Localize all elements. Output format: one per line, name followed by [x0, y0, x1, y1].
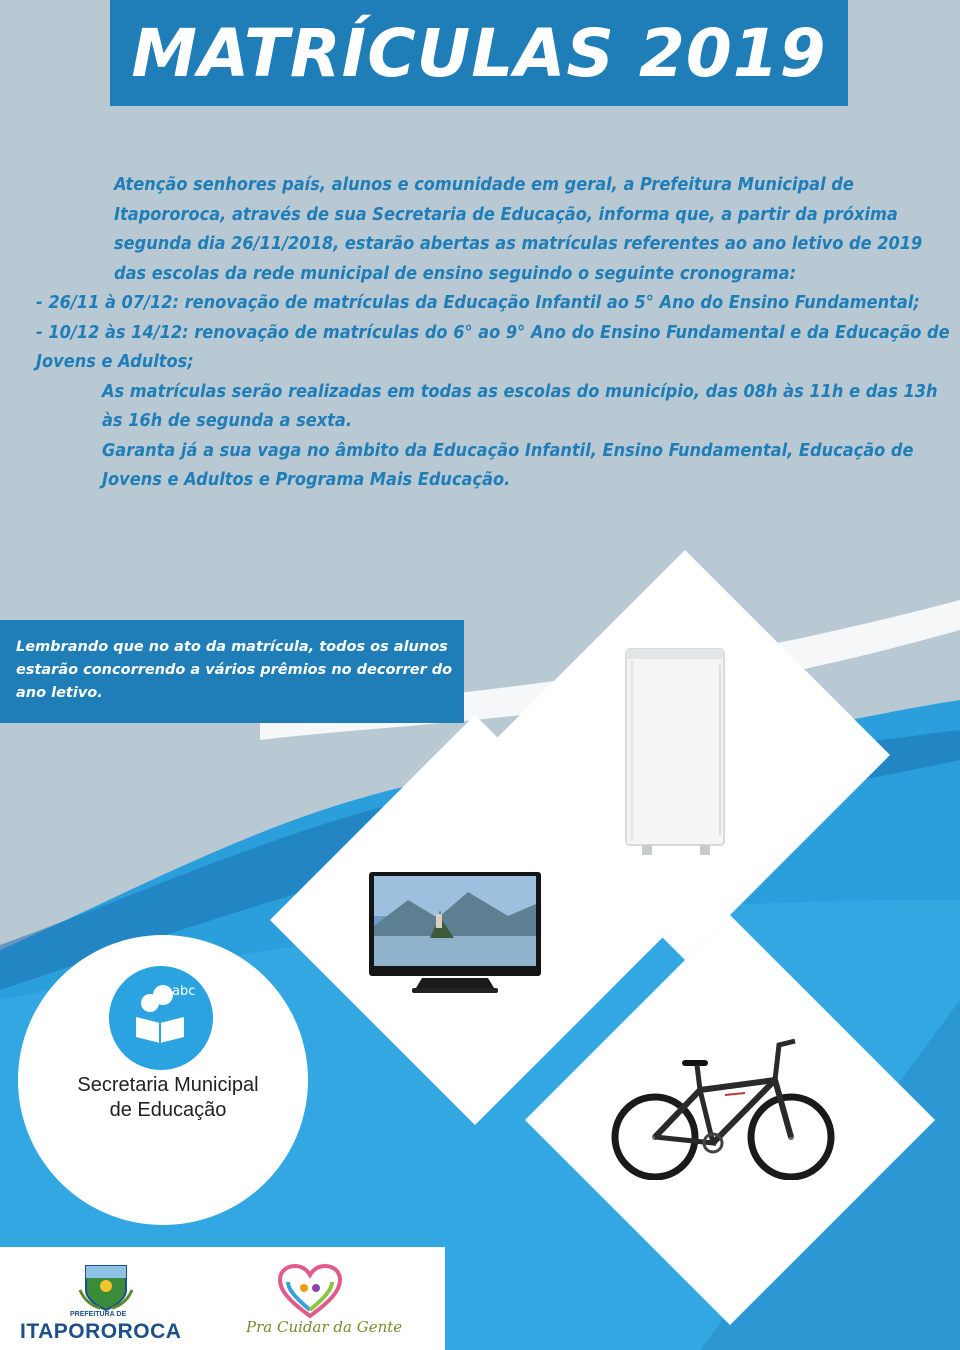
reading-child-icon: [108, 965, 214, 1071]
icon-letters: abc: [172, 984, 196, 999]
prefeitura-label: PREFEITURA DE: [70, 1311, 127, 1318]
heart-logo-icon: [278, 1264, 342, 1320]
secretaria-line-1: Secretaria Municipal: [77, 1074, 259, 1096]
page-title: MATRÍCULAS 2019: [131, 14, 827, 92]
bicycle-icon: [605, 1035, 837, 1180]
announcement-paragraph-4: As matrículas serão realizadas em todas as escolas do município, das 08h às 11h e das 13h às 16h de segunda a sexta.: [102, 380, 938, 431]
slogan-text: Pra Cuidar da Gente: [246, 1318, 403, 1336]
announcement-paragraph-3: - 10/12 às 14/12: renovação de matrículas do 6° ao 9° Ano do Ensino Fundamental e da Educação de Jovens e Adultos;: [36, 321, 950, 372]
announcement-paragraph-1: Atenção senhores país, alunos e comunidade em geral, a Prefeitura Municipal de Itapororoca, através de sua Secretaria de Educação, informa que, a partir da próxima segunda dia 26/11/2018, estarão abertas as matrículas referentes ao ano letivo de 2019 das escolas da rede municipal de ensino seguindo o seguinte cronograma:: [114, 174, 923, 284]
secretaria-line-2: de Educação: [109, 1099, 227, 1121]
announcement-paragraph-2: - 26/11 à 07/12: renovação de matrículas da Educação Infantil ao 5° Ano do Ensino Fundamental;: [36, 292, 920, 313]
secretaria-name: [18, 1073, 318, 1123]
prize-note-text: Lembrando que no ato da matrícula, todos os alunos estarão concorrendo a vários prêmios no decorrer do ano letivo.: [16, 639, 453, 701]
title-banner: [110, 0, 848, 106]
tv-icon: [368, 870, 542, 998]
fridge-icon: [620, 645, 730, 860]
city-crest-icon: [78, 1260, 134, 1312]
announcement-paragraph-5: Garanta já a sua vaga no âmbito da Educação Infantil, Ensino Fundamental, Educação de Jovens e Adultos e Programa Mais Educação.: [102, 439, 914, 490]
city-name: ITAPOROROCA: [20, 1320, 182, 1343]
announcement-text: [36, 170, 956, 495]
